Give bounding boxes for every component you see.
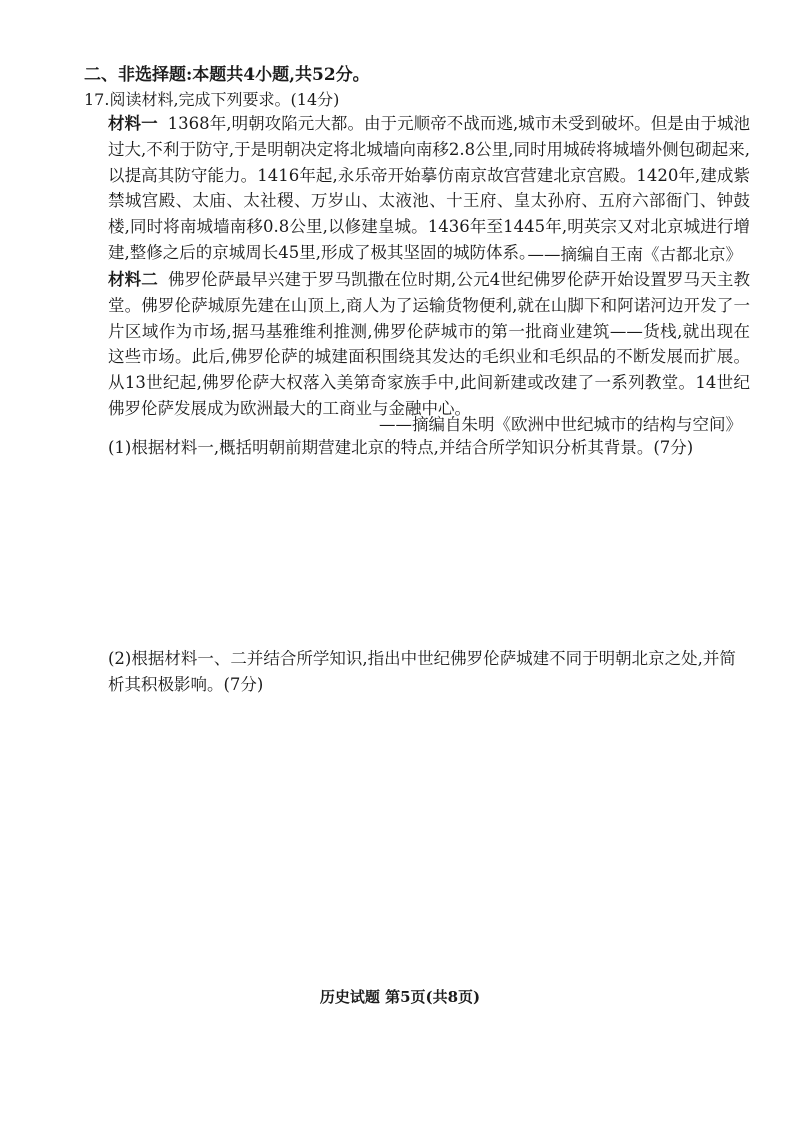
subquestion-1: (1)根据材料一,概括明朝前期营建北京的特点,并结合所学知识分析其背景。(7分) — [108, 438, 694, 457]
material-one-source: ——摘编自王南《古都北京》 — [527, 245, 742, 264]
material-two — [108, 267, 750, 422]
material-two-text: 佛罗伦萨最早兴建于罗马凯撒在位时期,公元4世纪佛罗伦萨开始设置罗马天主教堂。佛罗伦萨城原先建在山顶上,商人为了运输货物便利,就在山脚下和阿诺河边开发了一片区域作为市场,据马基雅维利推测,佛罗伦萨城市的第一批商业建筑——货栈,就出现在这些市场。此后,佛罗伦萨的城建面积围绕其发达的毛织业和毛织品的不断发展而扩展。从13世纪起,佛罗伦萨大权落入美第奇家族手中,此间新建或改建了一系列教堂。14世纪佛罗伦萨发展成为欧洲最大的工商业与金融中心。 — [108, 270, 751, 418]
section-title: 二、非选择题:本题共4小题,共52分。 — [84, 65, 370, 85]
page-footer: 历史试题 第5页(共8页) — [319, 988, 481, 1006]
material-two-source: ——摘编自朱明《欧洲中世纪城市的结构与空间》 — [379, 415, 742, 434]
question-stem: 17.阅读材料,完成下列要求。(14分) — [84, 90, 340, 109]
material-two-label: 材料二 — [108, 270, 158, 289]
subquestion-2: (2)根据材料一、二并结合所学知识,指出中世纪佛罗伦萨城建不同于明朝北京之处,并简析其积极影响。(7分) — [108, 649, 736, 694]
material-one-label: 材料一 — [108, 114, 158, 133]
material-one-text: 1368年,明朝攻陷元大都。由于元顺帝不战而逃,城市未受到破坏。但是由于城池过大,不利于防守,于是明朝决定将北城墙向南移2.8公里,同时用城砖将城墙外侧包砌起来,以提高其防守能力。1416年起,永乐帝开始摹仿南京故宫营建北京宫殿。1420年,建成紫禁城宫殿、太庙、太社稷、万岁山、太液池、十王府、皇太孙府、五府六部衙门、钟鼓楼,同时将南城墙南移0.8公里,以修建皇城。1436年至1445年,明英宗又对北京城进行增建,整修之后的京城周长45里,形成了极其坚固的城防体系。 — [108, 114, 751, 262]
